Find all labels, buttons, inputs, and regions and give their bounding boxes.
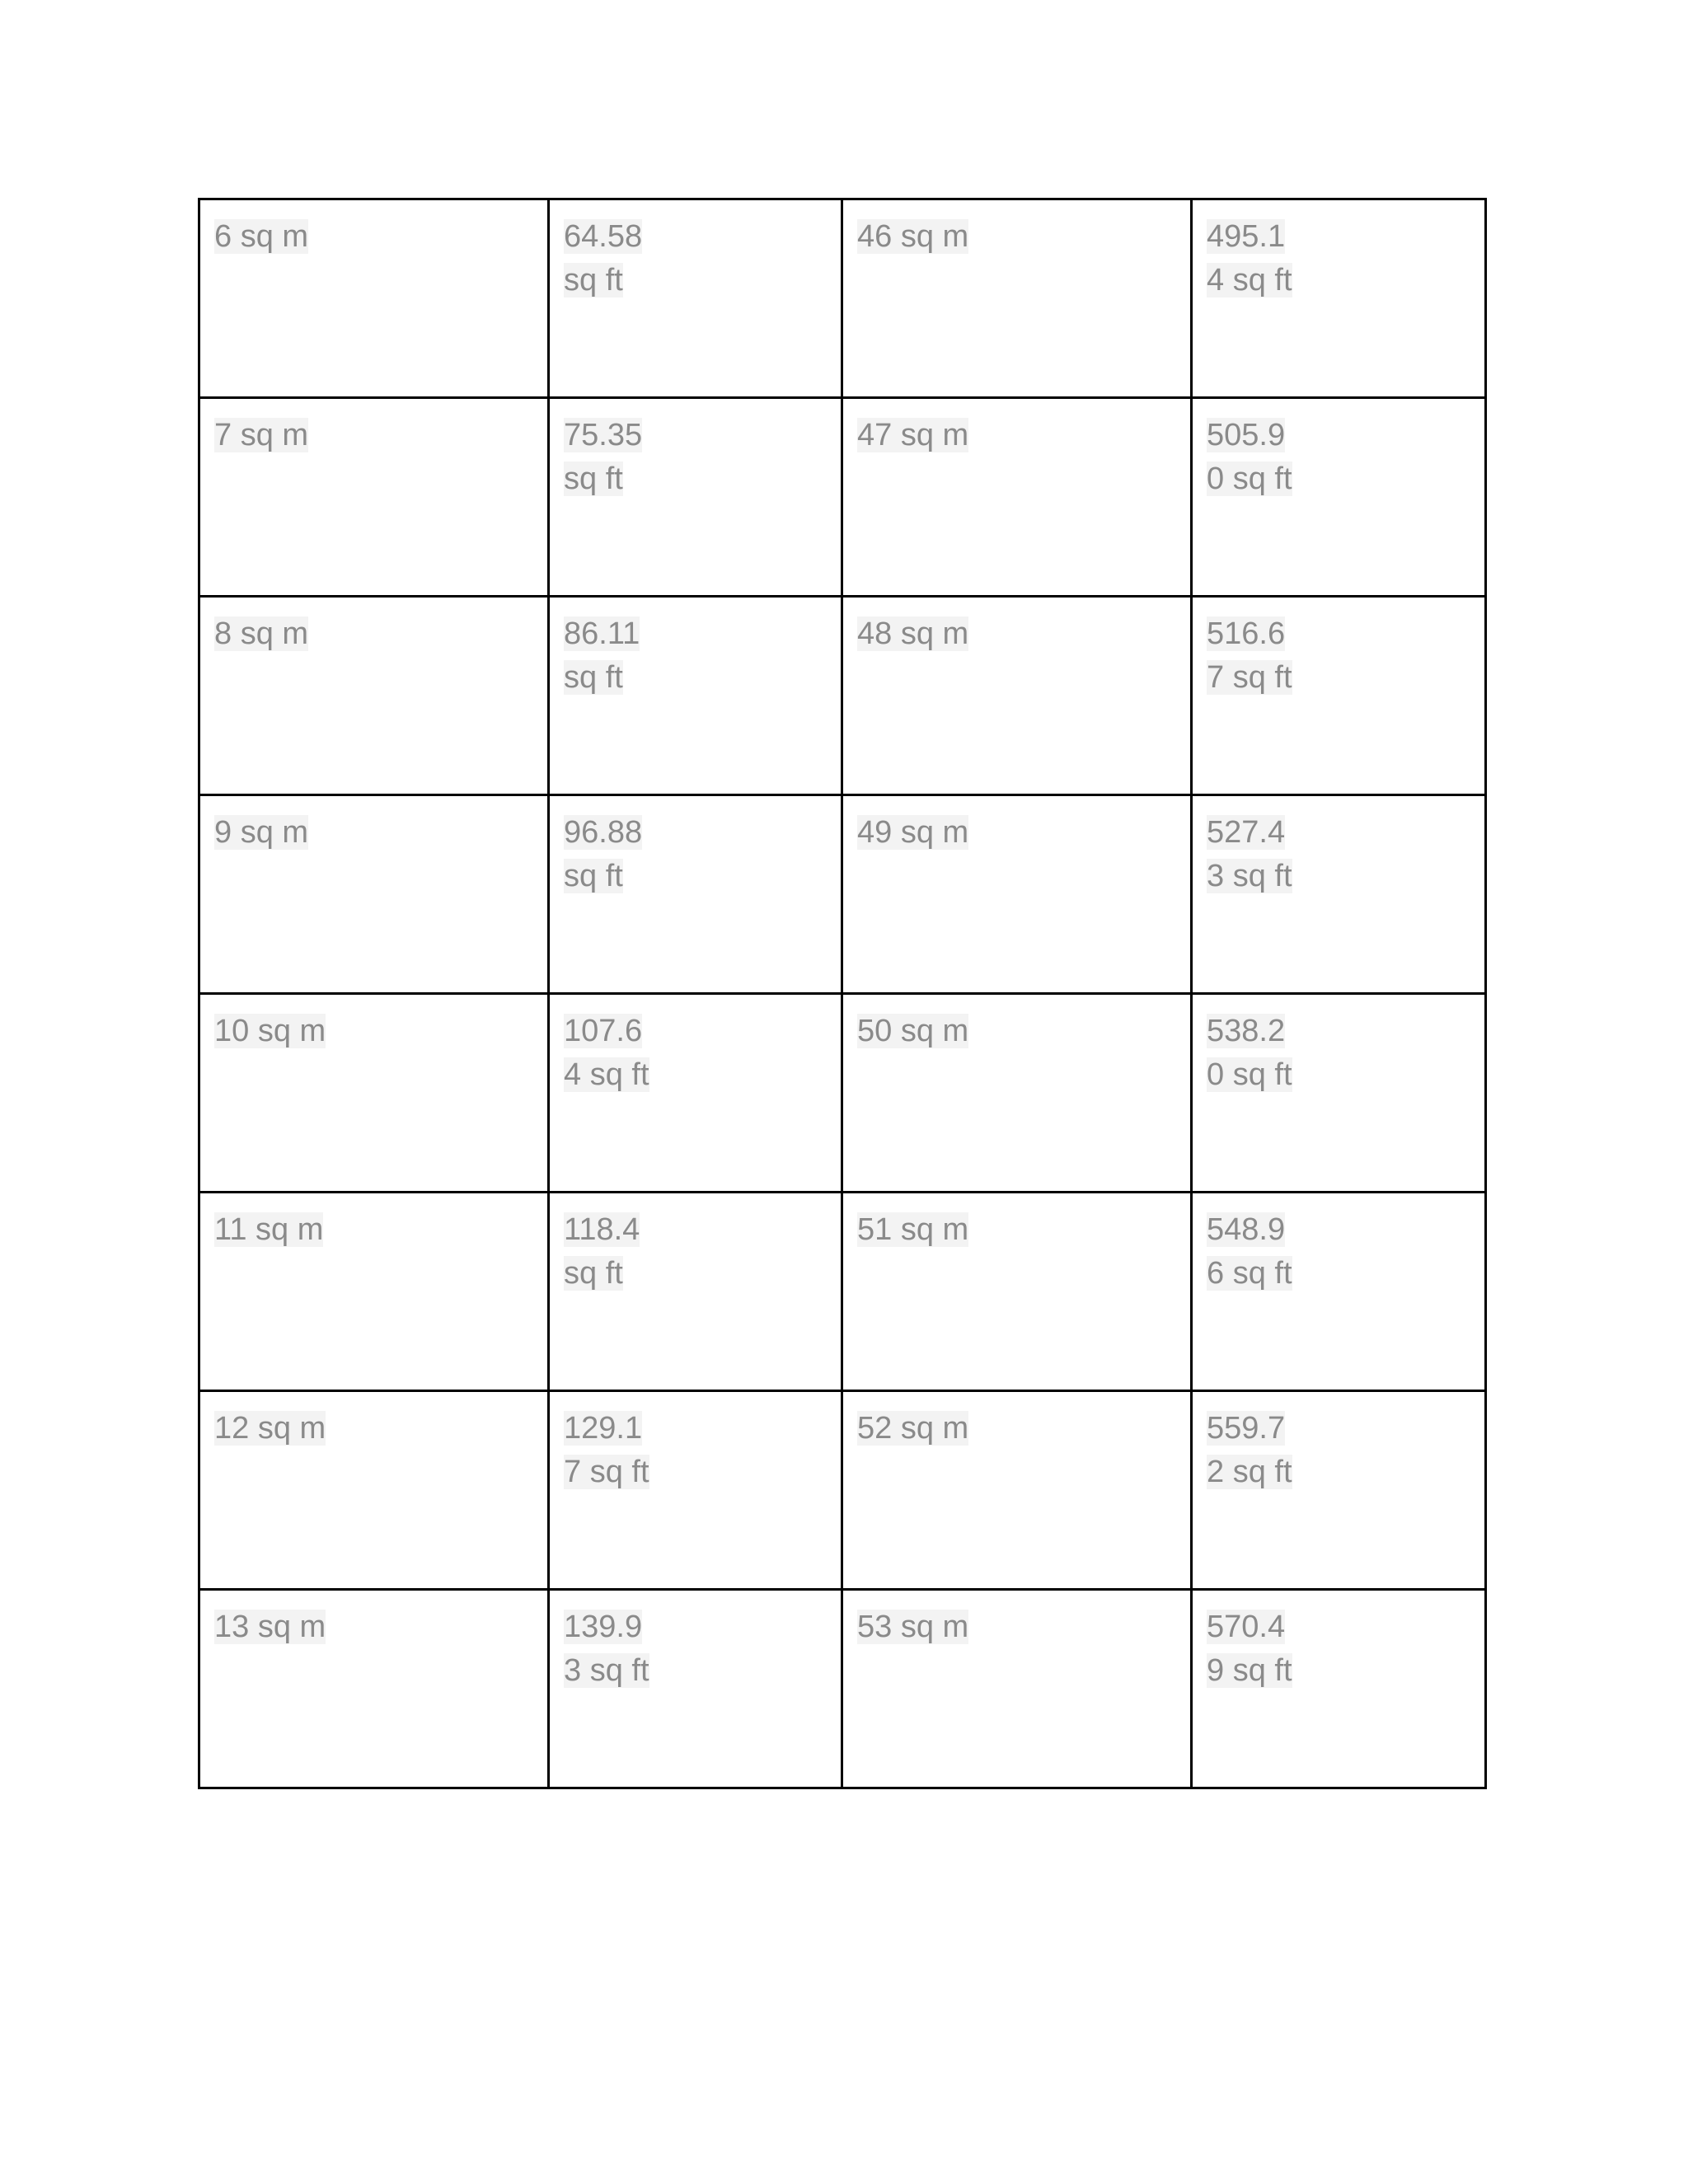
table-row xyxy=(199,398,1486,597)
table-cell-sqft: 107.6 4 sq ft xyxy=(549,994,842,1193)
table-cell-sqft: 118.4 sq ft xyxy=(549,1193,842,1391)
table-cell-sqm: 10 sq m xyxy=(199,994,549,1193)
table-cell-sqft: 559.7 2 sq ft xyxy=(1192,1391,1486,1590)
table-cell-sqm: 9 sq m xyxy=(199,795,549,994)
table-cell-sqft: 548.9 6 sq ft xyxy=(1192,1193,1486,1391)
table-cell-sqft: 495.1 4 sq ft xyxy=(1192,199,1486,398)
table-row xyxy=(199,597,1486,795)
table-cell-sqm: 50 sq m xyxy=(842,994,1192,1193)
table-cell-sqft: 527.4 3 sq ft xyxy=(1192,795,1486,994)
table-row xyxy=(199,1193,1486,1391)
conversion-table xyxy=(198,198,1487,1789)
table-cell-sqm: 48 sq m xyxy=(842,597,1192,795)
table-cell-sqft: 129.1 7 sq ft xyxy=(549,1391,842,1590)
table-cell-sqm: 7 sq m xyxy=(199,398,549,597)
table-cell-sqm: 51 sq m xyxy=(842,1193,1192,1391)
table-cell-sqm: 13 sq m xyxy=(199,1590,549,1788)
table-cell-sqm: 11 sq m xyxy=(199,1193,549,1391)
table-cell-sqft: 538.2 0 sq ft xyxy=(1192,994,1486,1193)
table-row xyxy=(199,1391,1486,1590)
table-cell-sqm: 46 sq m xyxy=(842,199,1192,398)
table-cell-sqft: 516.6 7 sq ft xyxy=(1192,597,1486,795)
table-row xyxy=(199,1590,1486,1788)
table-cell-sqft: 86.11 sq ft xyxy=(549,597,842,795)
table-cell-sqm: 49 sq m xyxy=(842,795,1192,994)
table-row xyxy=(199,199,1486,398)
table-cell-sqm: 8 sq m xyxy=(199,597,549,795)
table-cell-sqm: 53 sq m xyxy=(842,1590,1192,1788)
table-cell-sqm: 52 sq m xyxy=(842,1391,1192,1590)
table-cell-sqft: 64.58 sq ft xyxy=(549,199,842,398)
table-cell-sqft: 505.9 0 sq ft xyxy=(1192,398,1486,597)
table-cell-sqm: 12 sq m xyxy=(199,1391,549,1590)
table-row xyxy=(199,795,1486,994)
table-cell-sqft: 96.88 sq ft xyxy=(549,795,842,994)
table-cell-sqft: 570.4 9 sq ft xyxy=(1192,1590,1486,1788)
table-cell-sqft: 75.35 sq ft xyxy=(549,398,842,597)
table-cell-sqft: 139.9 3 sq ft xyxy=(549,1590,842,1788)
table-row xyxy=(199,994,1486,1193)
table-cell-sqm: 47 sq m xyxy=(842,398,1192,597)
table-cell-sqm: 6 sq m xyxy=(199,199,549,398)
